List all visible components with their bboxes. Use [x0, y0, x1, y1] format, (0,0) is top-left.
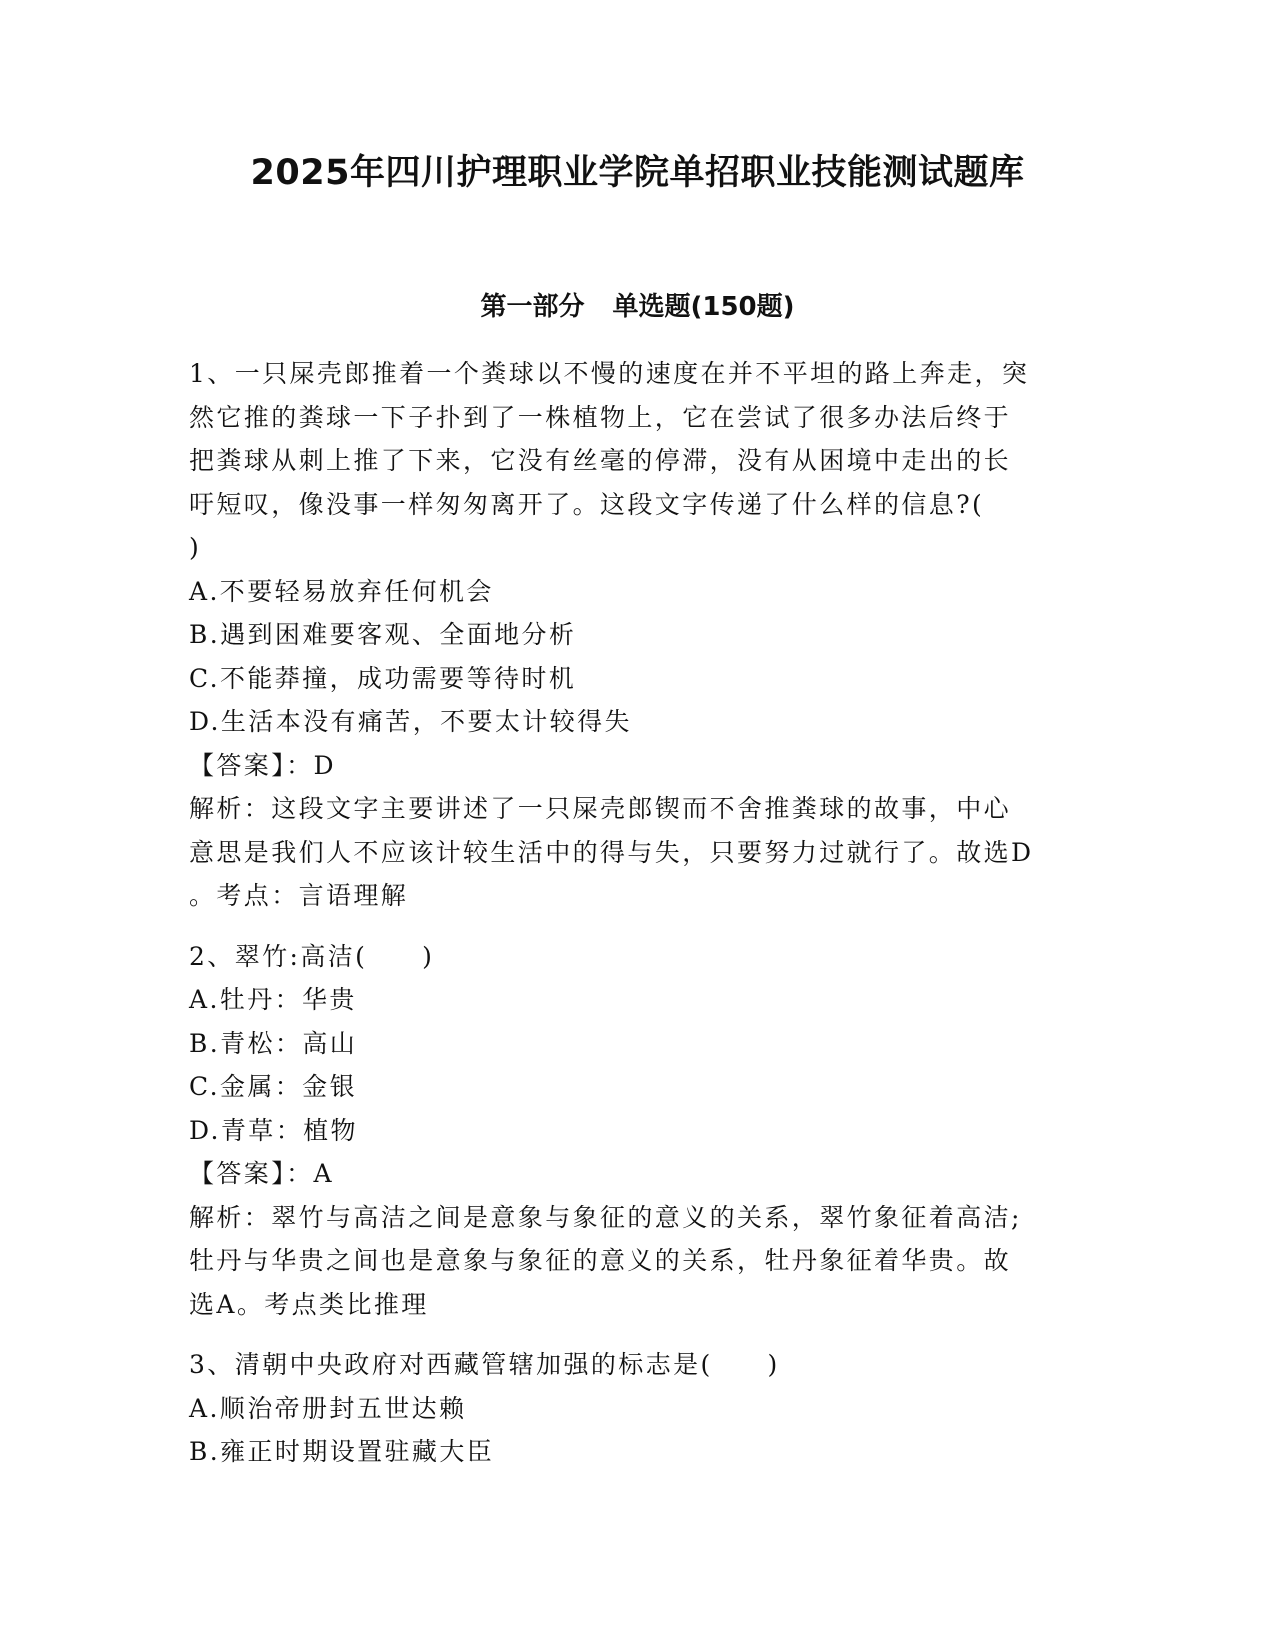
option-c: C.金属：金银 [189, 1072, 357, 1101]
analysis-line: 。考点：言语理解 [189, 881, 409, 910]
stem-line: 吁短叹，像没事一样匆匆离开了。这段文字传递了什么样的信息?( [189, 489, 985, 519]
document-title: 2025年四川护理职业学院单招职业技能测试题库 [250, 153, 1025, 193]
question-item [189, 935, 1089, 1327]
stem-line: 然它推的粪球一下子扑到了一株植物上，它在尝试了很多办法后终于 [189, 402, 1012, 432]
section-heading [0, 287, 1275, 327]
option-a: A.顺治帝册封五世达赖 [189, 1393, 467, 1423]
question-stem [189, 352, 1089, 570]
analysis-block [189, 1196, 1089, 1327]
stem-line: 3、清朝中央政府对西藏管辖加强的标志是( ) [189, 1350, 780, 1379]
stem-line: 把粪球从刺上推了下来，它没有丝毫的停滞，没有从困境中走出的长 [189, 446, 1012, 475]
stem-line: 2、翠竹:高洁( ) [189, 941, 435, 971]
option-b: B.青松：高山 [189, 1028, 358, 1058]
question-stem [189, 1343, 1089, 1387]
option-a: A.牡丹：华贵 [189, 985, 357, 1014]
question-item [189, 1343, 1089, 1474]
stem-line: 1、一只屎壳郎推着一个粪球以不慢的速度在并不平坦的路上奔走，突 [189, 359, 1030, 388]
section-name: 单选题(150题) [612, 292, 795, 322]
option-b: B.雍正时期设置驻藏大臣 [189, 1437, 495, 1466]
analysis-block [189, 787, 1089, 918]
answer-line: 【答案】：D [189, 750, 336, 780]
question-item [189, 352, 1089, 918]
analysis-line: 解析：这段文字主要讲述了一只屎壳郎锲而不舍推粪球的故事，中心 [189, 794, 1012, 823]
answer-line: 【答案】：A [189, 1159, 334, 1188]
option-d: D.生活本没有痛苦，不要太计较得失 [189, 707, 632, 736]
analysis-line: 意思是我们人不应该计较生活中的得与失，只要努力过就行了。故选D [189, 837, 1034, 867]
stem-line: ) [189, 533, 202, 562]
analysis-line: 牡丹与华贵之间也是意象与象征的意义的关系，牡丹象征着华贵。故 [189, 1246, 1012, 1275]
section-part: 第一部分 [480, 292, 585, 322]
question-list [189, 352, 1089, 1474]
question-stem [189, 935, 1089, 979]
option-c: C.不能莽撞，成功需要等待时机 [189, 663, 577, 693]
option-a: A.不要轻易放弃任何机会 [189, 576, 494, 606]
option-d: D.青草：植物 [189, 1115, 358, 1145]
analysis-line: 选A。考点类比推理 [189, 1289, 429, 1319]
analysis-line: 解析：翠竹与高洁之间是意象与象征的意义的关系，翠竹象征着高洁; [189, 1202, 1022, 1232]
option-b: B.遇到困难要客观、全面地分析 [189, 620, 577, 649]
